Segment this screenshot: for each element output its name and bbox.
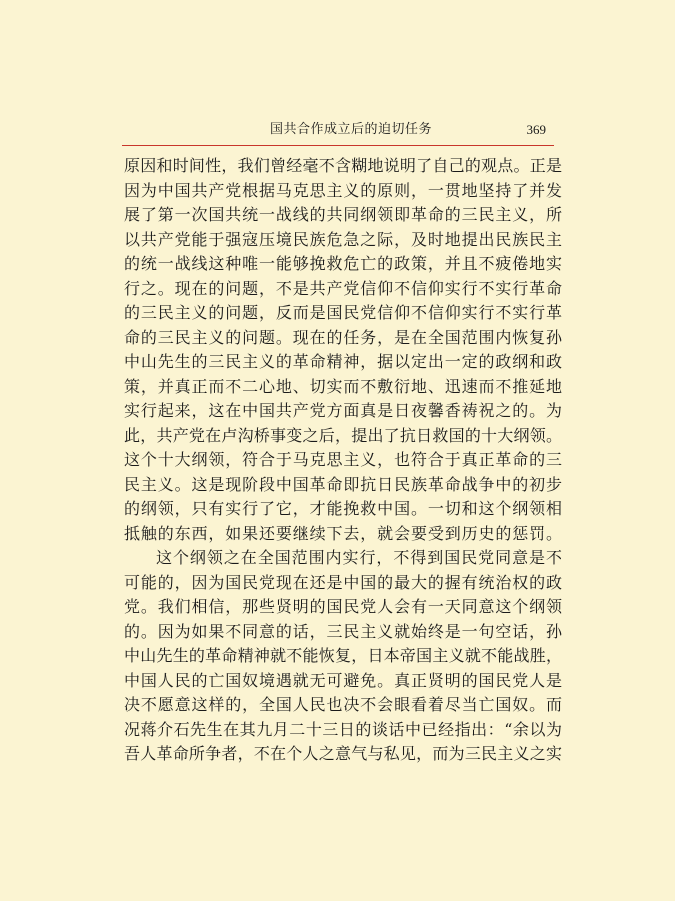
header-rule bbox=[122, 145, 554, 146]
text-line: 中国人民的亡国奴境遇就无可避免。真正贤明的国民党人是 bbox=[124, 670, 563, 690]
text-line: 吾人革命所争者，不在个人之意气与私见，而为三民主义之实 bbox=[124, 744, 563, 763]
text-line: 实行起来，这在中国共产党方面真是日夜馨香祷祝之的。为 bbox=[124, 401, 563, 420]
text-line: 展了第一次国共统一战线的共同纲领即革命的三民主义，所 bbox=[124, 205, 563, 224]
text-line: 行之。现在的问题，不是共产党信仰不信仰实行不实行革命 bbox=[124, 278, 563, 298]
running-title: 国共合作成立后的迫切任务 bbox=[270, 122, 433, 137]
text-line: 中山先生的革命精神就不能恢复，日本帝国主义就不能战胜， bbox=[124, 646, 563, 665]
text-line: 中山先生的三民主义的革命精神，据以定出一定的政纲和政 bbox=[124, 352, 563, 371]
text-line: 况蒋介石先生在其九月二十三日的谈话中已经指出：“余以为 bbox=[124, 719, 563, 739]
text-line: 决不愿意这样的，全国人民也决不会眼看着尽当亡国奴。而 bbox=[124, 695, 563, 714]
text-line: 党。我们相信，那些贤明的国民党人会有一天同意这个纲领 bbox=[124, 597, 563, 616]
text-line: 因为中国共产党根据马克思主义的原则，一贯地坚持了并发 bbox=[124, 180, 563, 200]
text-line: 抵触的东西，如果还要继续下去，就会要受到历史的惩罚。 bbox=[124, 523, 563, 543]
text-line: 民主义。这是现阶段中国革命即抗日民族革命战争中的初步 bbox=[124, 474, 563, 494]
text-line: 以共产党能于强寇压境民族危急之际，及时地提出民族民主 bbox=[124, 229, 563, 249]
running-header bbox=[122, 121, 554, 143]
text-line: 的。因为如果不同意的话，三民主义就始终是一句空话，孙 bbox=[124, 621, 563, 641]
body-text bbox=[124, 154, 564, 767]
text-line: 的纲领，只有实行了它，才能挽救中国。一切和这个纲领相 bbox=[124, 499, 563, 518]
text-line: 的统一战线这种唯一能够挽救危亡的政策，并且不疲倦地实 bbox=[124, 254, 563, 273]
text-line: 命的三民主义的问题。现在的任务，是在全国范围内恢复孙 bbox=[124, 327, 563, 347]
text-line: 此，共产党在卢沟桥事变之后，提出了抗日救国的十大纲领。 bbox=[124, 425, 563, 445]
text-line: 可能的，因为国民党现在还是中国的最大的握有统治权的政 bbox=[124, 572, 563, 592]
text-line: 的三民主义的问题，反而是国民党信仰不信仰实行不实行革 bbox=[124, 303, 563, 322]
paragraph-start-line: 这个纲领之在全国范围内实行，不得到国民党同意是不 bbox=[156, 548, 563, 567]
text-line: 原因和时间性，我们曾经毫不含糊地说明了自己的观点。正是 bbox=[124, 156, 563, 175]
text-line: 这个十大纲领，符合于马克思主义，也符合于真正革命的三 bbox=[124, 450, 563, 469]
page-number: 369 bbox=[526, 122, 546, 137]
text-line: 策，并真正而不二心地、切实而不敷衍地、迅速而不推延地 bbox=[124, 376, 563, 396]
